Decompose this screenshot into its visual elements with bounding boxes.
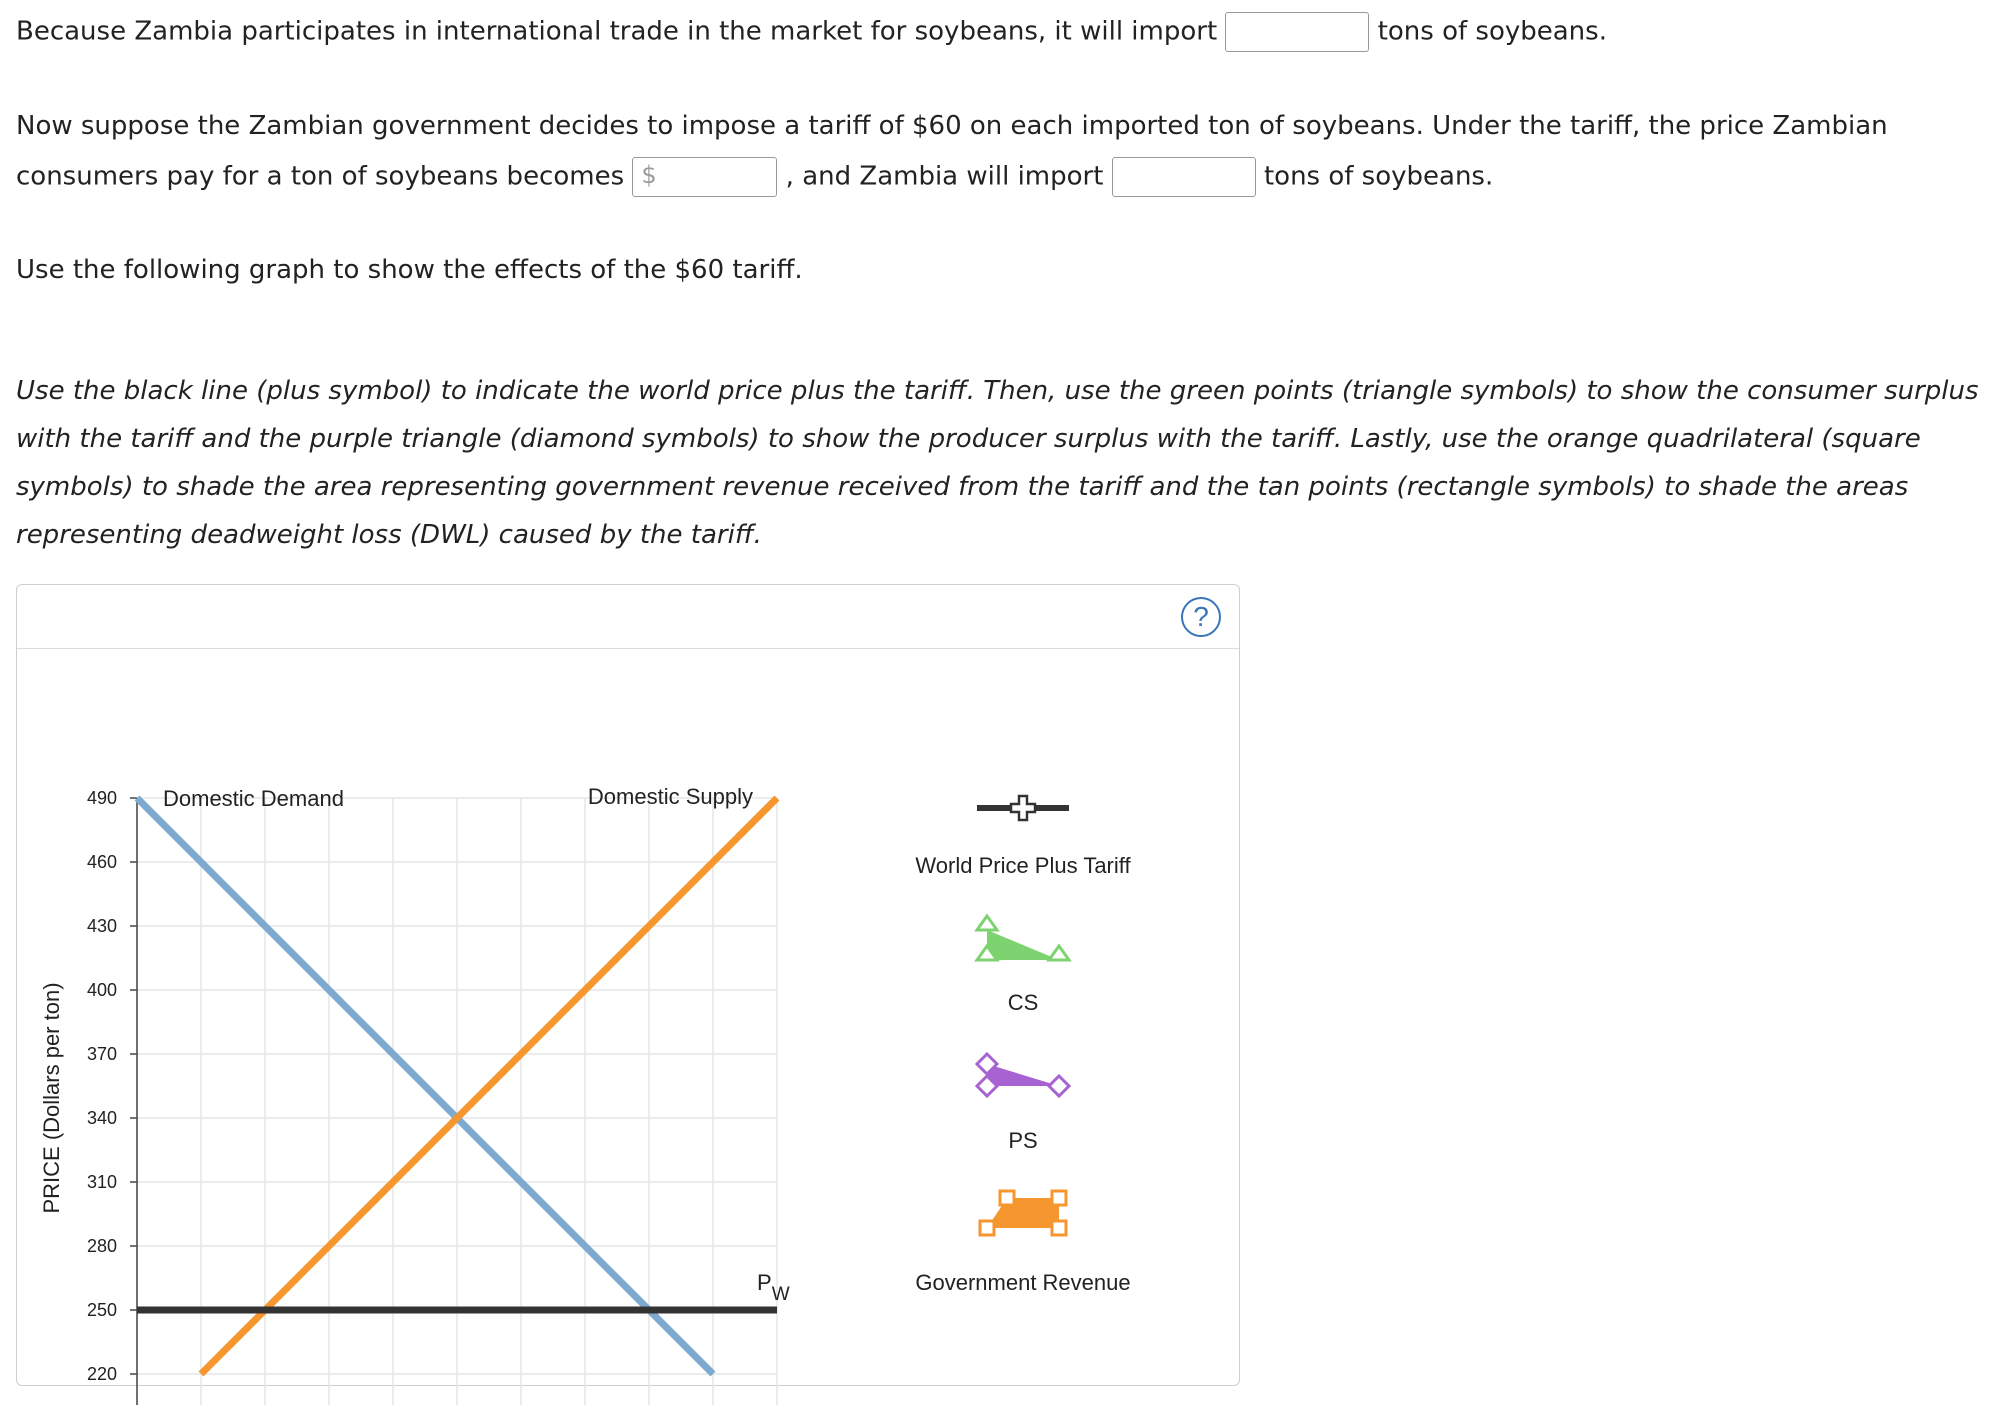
paragraph-imports-free-trade: Because Zambia participates in international trade in the market for soybeans, it will import tons of soybeans.	[16, 12, 1607, 52]
series-line-domestic-supply	[201, 798, 777, 1374]
y-tick-label: 310	[86, 1172, 117, 1192]
plus-icon	[1011, 796, 1035, 820]
y-tick-label: 340	[86, 1108, 117, 1128]
instructions-line-4: representing deadweight loss (DWL) caused by the tariff.	[16, 520, 762, 550]
square-icon	[1052, 1221, 1066, 1235]
y-tick-label: 430	[86, 916, 117, 936]
legend-world-price-plus-tariff[interactable]	[977, 796, 1069, 820]
legend-government-revenue-label: Government Revenue	[915, 1270, 1131, 1295]
graph-panel	[16, 584, 1240, 1386]
world-price-label-p: P	[757, 1270, 772, 1295]
world-price-label	[757, 1270, 790, 1305]
legend-cs[interactable]	[977, 916, 1069, 960]
triangle-icon	[1049, 946, 1069, 960]
imports-free-trade-input[interactable]	[1225, 12, 1369, 52]
tariff-graph	[17, 648, 1239, 1405]
legend-world-price-plus-tariff-label: World Price Plus Tariff	[915, 853, 1131, 878]
dollar-sign: $	[641, 161, 657, 189]
instructions-line-1: Use the black line (plus symbol) to indicate the world price plus the tariff. Then, use the green points (triangle symbols) to show the consumer surplus	[16, 376, 1979, 406]
revenue-fill-icon	[987, 1198, 1059, 1228]
y-axis-label: PRICE (Dollars per ton)	[39, 982, 64, 1214]
series-group	[137, 784, 790, 1374]
paragraph-tariff-line2: consumers pay for a ton of soybeans becomes $ , and Zambia will import tons of soybeans.	[16, 157, 1493, 197]
instructions-line-3: symbols) to shade the area representing government revenue received from the tariff and the tan points (rectangle symbols) to shade the areas	[16, 472, 1909, 502]
y-tick-label: 490	[86, 788, 117, 808]
series-line-domestic-demand	[137, 798, 713, 1374]
square-icon	[1000, 1191, 1014, 1205]
paragraph-use-graph: Use the following graph to show the effects of the $60 tariff.	[16, 255, 803, 285]
y-tick-label: 370	[86, 1044, 117, 1064]
ps-fill-icon	[987, 1064, 1059, 1086]
square-icon	[980, 1221, 994, 1235]
legend-cs-label: CS	[1007, 990, 1039, 1015]
y-axis	[87, 788, 137, 1405]
grid	[137, 798, 777, 1405]
triangle-icon	[977, 916, 997, 930]
y-tick-label: 460	[86, 852, 117, 872]
imports-tariff-input[interactable]	[1112, 157, 1256, 197]
y-tick-label: 220	[86, 1364, 117, 1384]
instructions-line-2: with the tariff and the purple triangle (diamond symbols) to show the producer surplus with the tariff. Lastly, use the orange quadrilateral (square	[16, 424, 1921, 454]
y-tick-label: 400	[86, 980, 117, 1000]
legend-ps-label: PS	[1008, 1128, 1038, 1153]
help-icon[interactable]: ?	[1181, 597, 1221, 637]
tariff-price-input[interactable]	[632, 157, 777, 197]
domestic-demand-label: Domestic Demand	[163, 786, 344, 811]
world-price-label-subscript: W	[771, 1284, 790, 1305]
graph-panel-header	[17, 585, 1239, 649]
cs-fill-icon	[987, 930, 1059, 960]
legend-ps[interactable]	[977, 1054, 1069, 1096]
y-tick-label: 280	[86, 1236, 117, 1256]
y-tick-label: 250	[86, 1300, 117, 1320]
legend-government-revenue[interactable]	[980, 1191, 1066, 1235]
square-icon	[1052, 1191, 1066, 1205]
paragraph-tariff-line1: Now suppose the Zambian government decides to impose a tariff of $60 on each imported ton of soybeans. Under the tariff, the price Zambian	[16, 111, 1888, 141]
diamond-icon	[1049, 1076, 1069, 1096]
domestic-supply-label: Domestic Supply	[587, 784, 753, 809]
